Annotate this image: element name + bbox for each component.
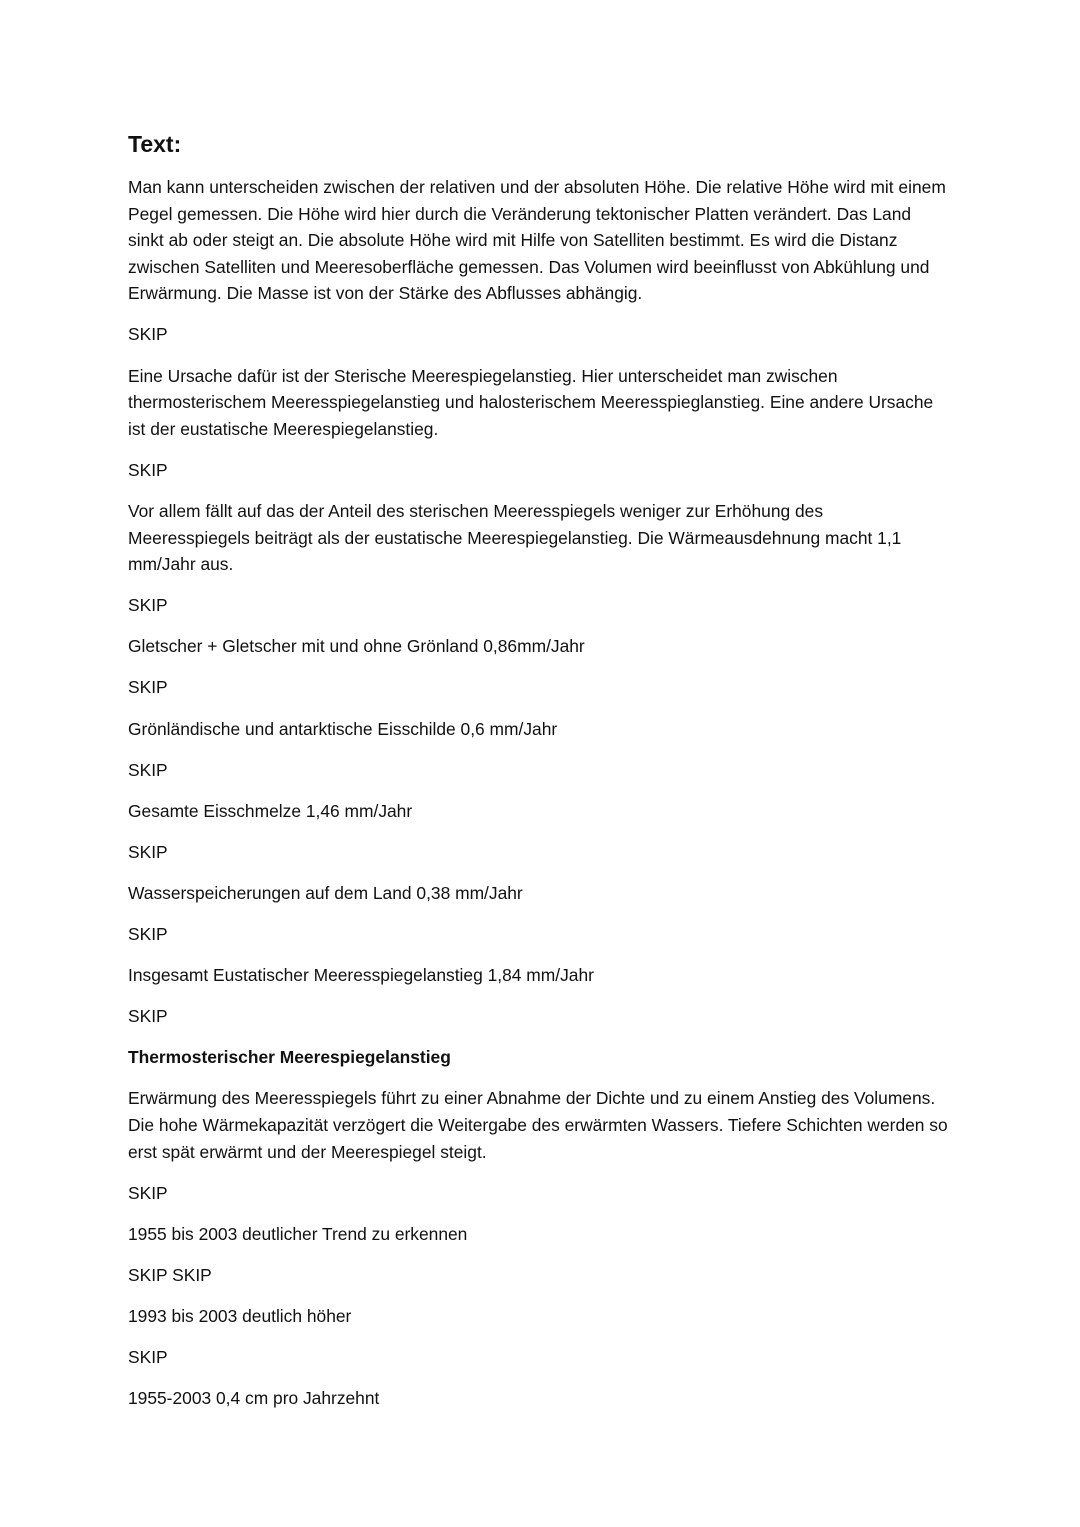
paragraph: SKIP (128, 1006, 168, 1027)
paragraph: SKIP (128, 595, 168, 616)
paragraph: Grönländische und antarktische Eisschilde 0,6 mm/Jahr (128, 718, 558, 739)
paragraph: SKIP SKIP (128, 1264, 212, 1285)
paragraph: SKIP (128, 324, 168, 345)
paragraph: SKIP (128, 459, 168, 480)
paragraph: 1993 bis 2003 deutlich höher (128, 1305, 352, 1326)
paragraph: SKIP (128, 1347, 168, 1367)
paragraph: SKIP (128, 841, 168, 862)
paragraph-list (128, 174, 948, 1412)
paragraph: Man kann unterscheiden zwischen der relativen und der absoluten Höhe. Die relative Höhe wird mit einem Pegel gemessen. Die Höhe wird hier durch die Veränderung tektonischer Platten verändert. Das Land sinkt ab oder steigt an. Die absolute Höhe wird mit Hilfe von Satelliten bestimmt. Es wird die Distanz zwischen Satelliten und Meeresoberfläche gemessen. Das Volumen wird beeinflusst von Abkühlung und Erwärmung. Die Masse ist von der Stärke des Abflusses abhängig. (128, 177, 946, 304)
paragraph: 1955-2003 0,4 cm pro Jahrzehnt (128, 1388, 380, 1409)
document-heading: Text: (128, 131, 182, 157)
paragraph: Vor allem fällt auf das der Anteil des sterischen Meeresspiegels weniger zur Erhöhung des Meeresspiegels beiträgt als der eustatische Meerespiegelanstieg. Die Wärmeausdehnung macht 1,1 mm/Jahr aus. (128, 500, 902, 575)
paragraph: SKIP (128, 677, 168, 698)
paragraph: SKIP (128, 1182, 168, 1203)
paragraph: SKIP (128, 759, 168, 780)
paragraph: Erwärmung des Meeresspiegels führt zu einer Abnahme der Dichte und zu einem Anstieg des Volumens. Die hohe Wärmekapazität verzögert die Weitergabe des erwärmten Wassers. Tiefere Schichten werden so erst spät erwärmt und der Meerespiegel steigt. (128, 1088, 948, 1162)
document-page (128, 128, 948, 1426)
paragraph: Eine Ursache dafür ist der Sterische Meerespiegelanstieg. Hier unterscheidet man zwischen thermosterischem Meeresspiegelanstieg und halosterischem Meeresspieglanstieg. Eine andere Ursache ist der eustatische Meerespiegelanstieg. (128, 365, 934, 439)
paragraph: Gesamte Eisschmelze 1,46 mm/Jahr (128, 800, 413, 821)
paragraph: Insgesamt Eustatischer Meeresspiegelanstieg 1,84 mm/Jahr (128, 965, 594, 986)
paragraph: Gletscher + Gletscher mit und ohne Grönland 0,86mm/Jahr (128, 636, 585, 657)
paragraph: SKIP (128, 923, 168, 944)
paragraph: 1955 bis 2003 deutlicher Trend zu erkennen (128, 1223, 468, 1244)
paragraph: Wasserspeicherungen auf dem Land 0,38 mm/Jahr (128, 882, 523, 903)
section-heading: Thermosterischer Meerespiegelanstieg (128, 1047, 451, 1068)
